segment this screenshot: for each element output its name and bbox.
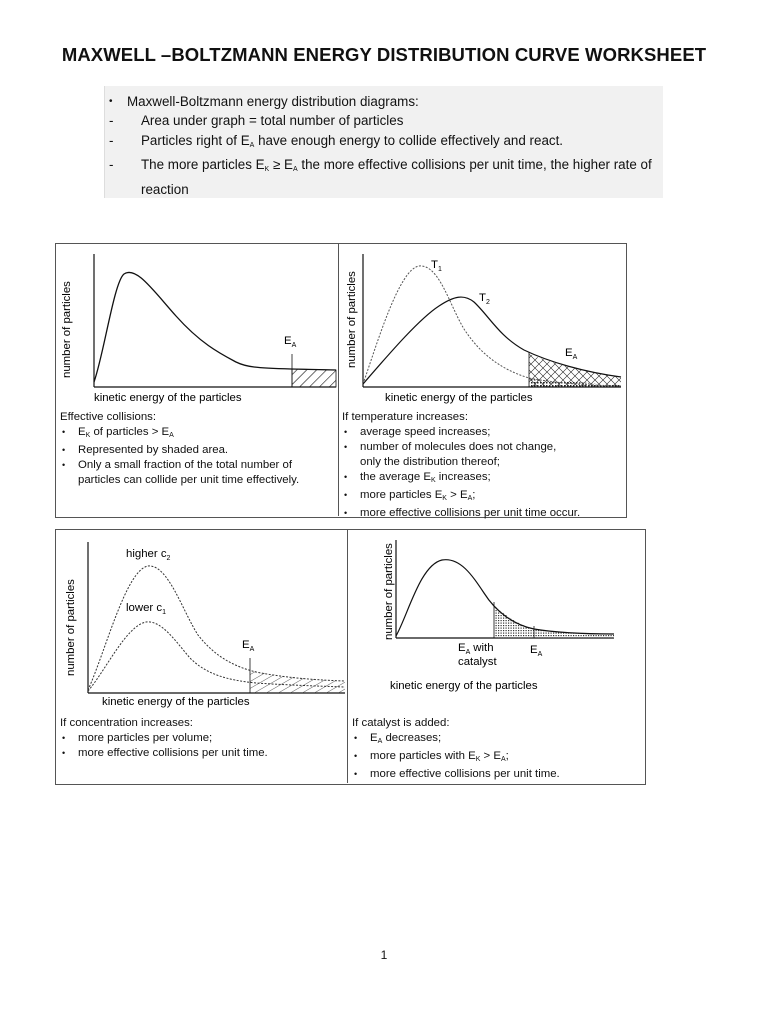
ea-label: $E_A$ (284, 335, 297, 349)
intro-point-3-cont: reaction (141, 181, 189, 197)
y-axis-label: number of particles (383, 543, 395, 640)
ea-label: $E_A$ (530, 644, 543, 658)
caption-item: • the average $E_K$ increases; (342, 470, 622, 488)
caption-effective-collisions (60, 410, 338, 488)
caption-item: • number of molecules does not change, (342, 440, 622, 455)
x-axis-label: kinetic energy of the particles (390, 680, 538, 692)
y-axis-label: number of particles (65, 579, 77, 676)
page-number: 1 (380, 948, 388, 962)
t1-curve (363, 266, 621, 386)
graph-catalyst (348, 530, 643, 710)
y-axis-label: number of particles (346, 271, 358, 368)
caption-concentration (60, 716, 345, 761)
ea-label: $E_A$ (565, 347, 578, 361)
intro-heading: • Maxwell-Boltzmann energy distribution diagrams: (109, 92, 652, 111)
intro-point-3: - The more particles $E_K \ge E_A$ the more effective collisions per unit time, the higher rate of (109, 157, 652, 174)
caption-heading: If temperature increases: (342, 411, 468, 423)
caption-heading: Effective collisions: (60, 411, 157, 423)
y-axis-label: number of particles (61, 281, 73, 378)
higher-c-curve (88, 566, 345, 690)
graph-effective-collisions (56, 244, 338, 410)
caption-item: • $E_A$ decreases; (352, 731, 642, 749)
page-title: MAXWELL –BOLTZMANN ENERGY DISTRIBUTION CURVE WORKSHEET (61, 44, 707, 65)
graph-concentration (56, 530, 347, 710)
t2-label: $T_2$ (479, 292, 490, 306)
caption-heading: If concentration increases: (60, 717, 193, 729)
caption-temperature (342, 410, 622, 521)
distribution-curve (94, 272, 336, 382)
t1-label: $T_1$ (431, 259, 442, 273)
caption-item-cont: only the distribution thereof; (360, 456, 500, 468)
caption-item: • more effective collisions per unit time. (60, 746, 345, 761)
caption-item-cont: particles can collide per unit time effectively. (78, 474, 300, 486)
lower-c-label: lower $c_1$ (126, 602, 166, 616)
intro-point-2: - Particles right of $E_A$ have enough energy to collide effectively and react. (109, 132, 564, 149)
caption-item: • average speed increases; (342, 425, 622, 440)
x-axis-label: kinetic energy of the particles (385, 392, 533, 404)
shaded-area (292, 369, 336, 387)
catalyst-shaded-area (494, 605, 614, 638)
x-axis-label: kinetic energy of the particles (94, 392, 242, 404)
ea-label: $E_A$ (242, 639, 255, 653)
shaded-area (250, 670, 345, 693)
caption-item: • more effective collisions per unit time. (352, 767, 642, 782)
caption-item: • more particles per volume; (60, 731, 345, 746)
caption-item: • Represented by shaded area. (60, 443, 338, 458)
caption-heading: If catalyst is added: (352, 717, 450, 729)
caption-catalyst (352, 716, 642, 782)
graph-temperature (339, 244, 624, 410)
intro-box (104, 86, 663, 198)
x-axis-label: kinetic energy of the particles (102, 696, 250, 708)
intro-point-1: - Area under graph = total number of particles (109, 113, 404, 129)
caption-item: • $E_K$ of particles > $E_A$ (60, 425, 338, 443)
caption-item: • more effective collisions per unit time occur. (342, 506, 622, 521)
caption-item: • more particles $E_K > E_A$; (342, 488, 622, 506)
ea-catalyst-label: $E_A$ with (458, 642, 494, 656)
higher-c-label: higher $c_2$ (126, 548, 171, 562)
caption-item: • more particles with $E_K > E_A$; (352, 749, 642, 767)
catalyst-label: catalyst (458, 656, 497, 668)
caption-item: • Only a small fraction of the total number of (60, 458, 338, 473)
